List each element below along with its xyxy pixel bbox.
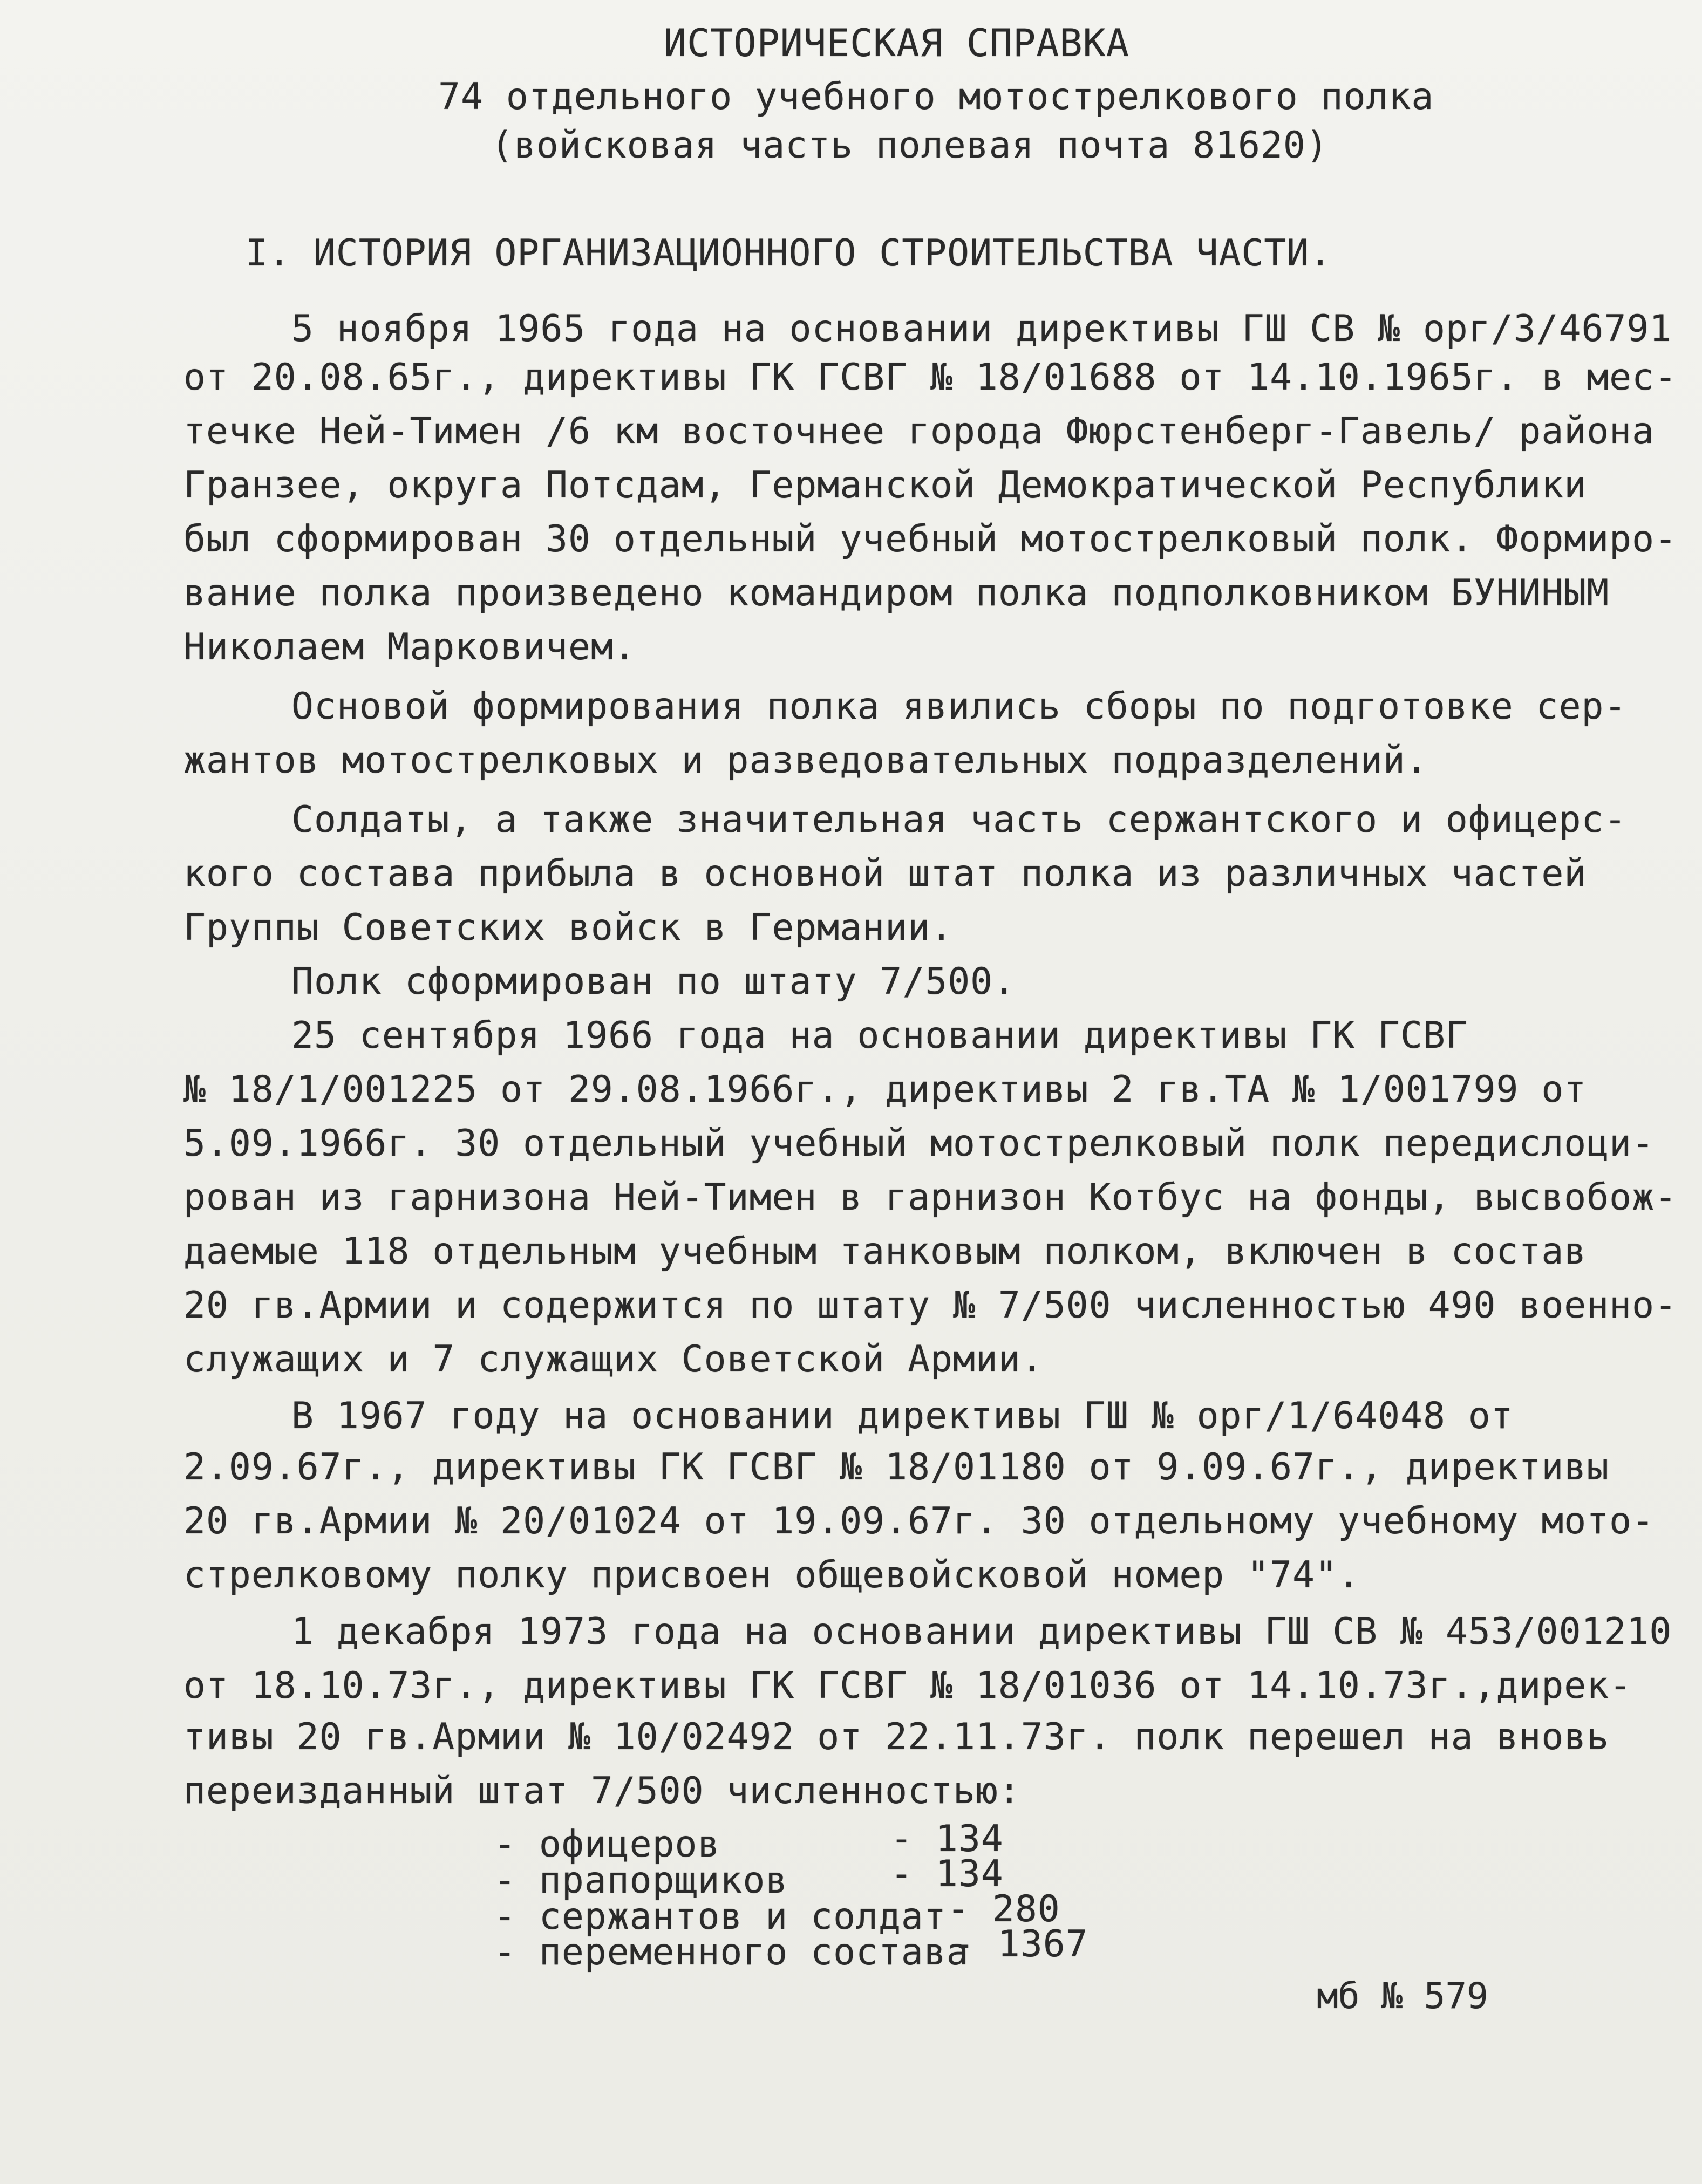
body-line: течке Ней-Тимен /6 км восточнее города Фюрстенберг-Гавель/ района [183,410,1655,453]
staff-list-value: - 1367 [952,1923,1088,1965]
body-line: 2.09.67г., директивы ГК ГСВГ № 18/01180 от 9.09.67г., директивы [183,1446,1610,1489]
body-line: тивы 20 гв.Армии № 10/02492 от 22.11.73г. полк перешел на вновь [183,1716,1610,1758]
staff-list-label: - офицеров [494,1823,720,1866]
body-line: был сформирован 30 отдельный учебный мотострелковый полк. Формиро- [183,518,1678,561]
staff-list-label: - прапорщиков [494,1859,788,1902]
body-line: от 20.08.65г., директивы ГК ГСВГ № 18/01688 от 14.10.1965г. в мес- [183,356,1678,399]
body-line: стрелковому полку присвоен общевойсковой номер "74". [183,1554,1360,1596]
staff-list-label: - сержантов и солдат [494,1895,947,1938]
body-line: 5 ноября 1965 года на основании директивы ГШ СВ № орг/3/46791 [291,308,1672,350]
staff-list-value: - 134 [890,1853,1004,1895]
body-line: даемые 118 отдельным учебным танковым полком, включен в состав [183,1230,1587,1273]
staff-list-value: - 280 [947,1888,1060,1930]
body-line: Группы Советских войск в Германии. [183,906,953,949]
document-subtitle-unit: 74 отдельного учебного мотострелкового полка [438,76,1434,118]
staff-list-label: - переменного состава [494,1931,969,1974]
body-line: кого состава прибыла в основной штат полка из различных частей [183,852,1587,895]
body-line: жантов мотострелковых и разведовательных подразделений. [183,739,1428,782]
body-line: 20 гв.Армии № 20/01024 от 19.09.67г. 30 отдельному учебному мото- [183,1500,1655,1543]
body-line: вание полка произведено командиром полка подполковником БУНИНЫМ [183,572,1610,615]
body-line: 20 гв.Армии и содержится по штату № 7/500 численностью 490 военно- [183,1284,1678,1327]
body-line: Николаем Марковичем. [183,626,636,668]
staff-list-value: - 134 [890,1818,1004,1860]
body-line: от 18.10.73г., директивы ГК ГСВГ № 18/01036 от 14.10.73г.,дирек- [183,1664,1632,1707]
section-heading: I. ИСТОРИЯ ОРГАНИЗАЦИОННОГО СТРОИТЕЛЬСТВА ЧАСТИ. [246,232,1332,275]
document-title: ИСТОРИЧЕСКАЯ СПРАВКА [664,21,1129,65]
body-line: № 18/1/001225 от 29.08.1966г., директивы 2 гв.ТА № 1/001799 от [183,1068,1587,1111]
body-line: 1 декабря 1973 года на основании директивы ГШ СВ № 453/001210 [291,1610,1672,1653]
body-line: Солдаты, а также значительная часть сержантского и офицерс- [291,798,1627,841]
body-line: рован из гарнизона Ней-Тимен в гарнизон Котбус на фонды, высвобож- [183,1176,1678,1219]
body-line: 5.09.1966г. 30 отдельный учебный мотострелковый полк передислоци- [183,1122,1655,1165]
body-line: В 1967 году на основании директивы ГШ № орг/1/64048 от [291,1395,1514,1437]
body-line: Полк сформирован по штату 7/500. [291,960,1016,1003]
body-line: служащих и 7 служащих Советской Армии. [183,1338,1044,1381]
document-registration-mark: мб № 579 [1317,1975,1488,2017]
document-subtitle-postal: (войсковая часть полевая почта 81620) [491,124,1329,167]
body-line: Основой формирования полка явились сборы по подготовке сер- [291,685,1627,728]
body-line: 25 сентября 1966 года на основании директивы ГК ГСВГ [291,1014,1468,1057]
body-line: переизданный штат 7/500 численностью: [183,1770,1021,1812]
body-line: Гранзее, округа Потсдам, Германской Демократической Республики [183,464,1587,507]
